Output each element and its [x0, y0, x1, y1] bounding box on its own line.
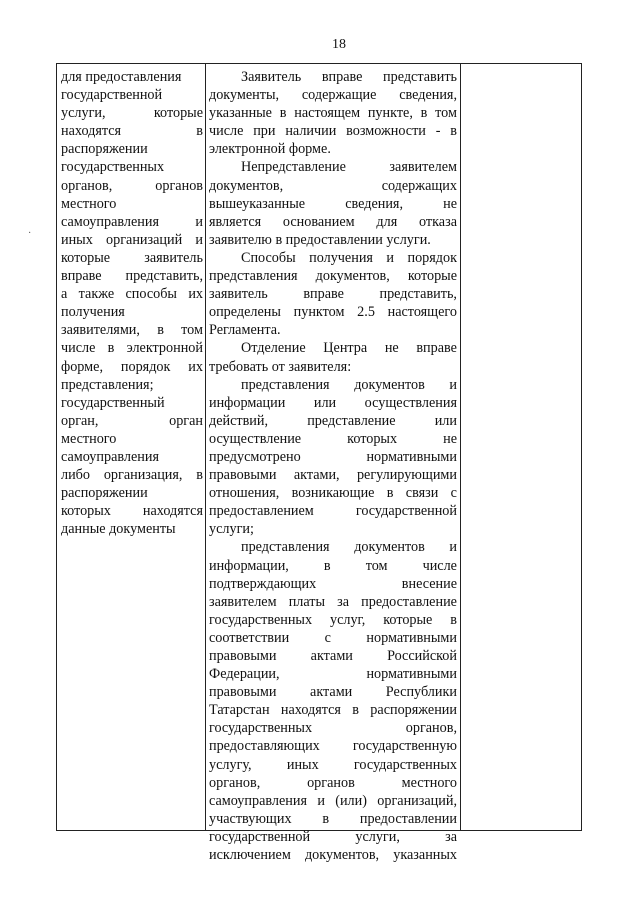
word: исключением — [209, 847, 291, 864]
word: Непредставление — [241, 159, 346, 176]
word: основанием — [282, 213, 355, 230]
word: услуги, — [355, 828, 400, 845]
word: - — [435, 123, 441, 140]
word: или — [313, 394, 337, 411]
word: документов, — [304, 847, 380, 864]
word: указанные — [209, 105, 272, 122]
word: возникающие — [291, 485, 375, 502]
word: и — [317, 792, 325, 809]
word: а — [61, 286, 68, 303]
text-line — [209, 792, 457, 810]
word: том — [435, 105, 457, 122]
word: актами — [310, 648, 353, 664]
text-line — [209, 557, 457, 575]
text-line — [209, 86, 457, 104]
word: актами, — [293, 467, 340, 484]
text-line — [61, 104, 203, 122]
word: орган, — [61, 412, 99, 429]
word: также — [78, 286, 115, 303]
word: числе — [422, 557, 457, 574]
word: распоряжении — [370, 702, 457, 719]
word: услуг, — [329, 611, 366, 628]
word: в — [450, 611, 457, 628]
text-line — [209, 683, 457, 701]
word: том — [181, 322, 203, 339]
column-divider-left — [205, 64, 206, 830]
word: для — [376, 213, 398, 230]
word: предоставлением — [209, 503, 314, 520]
text-line — [209, 665, 457, 683]
word: предоставлении — [359, 810, 457, 827]
text-line — [209, 629, 457, 647]
text-line: услуги; — [209, 521, 254, 538]
word: с — [324, 629, 331, 646]
word: организация, — [103, 467, 183, 484]
word: документы, — [209, 87, 280, 104]
text-line — [209, 575, 457, 593]
word: актами — [310, 684, 353, 701]
word: вправе — [321, 69, 363, 85]
word: и — [386, 249, 395, 266]
word: представление — [307, 412, 396, 429]
word: в — [279, 105, 287, 122]
word: государственных — [353, 756, 457, 773]
text-line: государственный — [61, 394, 165, 411]
word: предусмотрено — [209, 448, 301, 465]
word: в — [352, 702, 359, 719]
text-line — [209, 810, 457, 828]
word: при — [253, 123, 276, 140]
text-line — [209, 122, 457, 140]
word: либо — [61, 467, 90, 484]
word: в — [107, 340, 115, 357]
word: числе — [61, 340, 96, 357]
text-line — [209, 249, 457, 267]
word: нормативными — [366, 448, 457, 465]
text-line — [209, 701, 457, 719]
word: за — [445, 828, 457, 845]
word: 2.5 — [357, 304, 375, 321]
word: нормативными — [366, 629, 457, 646]
word: является — [209, 213, 262, 230]
text-line — [61, 231, 203, 249]
word: наличии — [285, 123, 337, 140]
text-line — [61, 177, 203, 195]
word: и — [195, 231, 203, 248]
word: иных — [61, 231, 93, 248]
word: за — [337, 593, 350, 610]
word: числе — [209, 123, 244, 140]
text-line — [209, 611, 457, 629]
word: документов, — [315, 268, 390, 285]
word: предоставляющих — [209, 738, 320, 755]
word: не — [443, 195, 457, 212]
word: правовыми — [209, 684, 277, 701]
text-line — [209, 339, 457, 357]
word: в — [420, 105, 428, 122]
text-line — [209, 719, 457, 737]
word: правовыми — [209, 648, 277, 664]
text-line — [61, 339, 203, 357]
word: представления — [209, 268, 298, 285]
text-line — [209, 412, 457, 430]
word: заявитель — [144, 249, 203, 266]
text-line — [209, 104, 457, 122]
text-line — [209, 647, 457, 665]
word: которые — [61, 249, 111, 266]
word: осуществления — [364, 394, 457, 411]
word: соответствии — [209, 629, 290, 646]
word: которые — [383, 611, 433, 628]
word: и — [449, 376, 457, 393]
word: Способы — [241, 249, 296, 266]
word: которые — [407, 268, 457, 285]
text-line: распоряжении — [61, 141, 148, 158]
word: представления — [241, 376, 330, 393]
word: сведения, — [345, 195, 403, 212]
word: заявителями, — [61, 322, 140, 339]
scan-speck: · — [28, 228, 32, 239]
word: которых — [61, 503, 111, 520]
word: платы — [288, 593, 326, 610]
text-line: государственной — [61, 87, 163, 104]
word: Российской — [387, 648, 457, 664]
word: их — [188, 358, 203, 375]
word: органов, — [209, 774, 261, 791]
word: находятся — [61, 123, 122, 140]
text-line: Регламента. — [209, 322, 281, 339]
text-line — [61, 122, 203, 140]
text-line — [61, 249, 203, 267]
word: самоуправления — [209, 792, 307, 809]
word: в — [386, 485, 394, 502]
text-line — [61, 213, 203, 231]
word: государственных — [209, 611, 313, 628]
text-line — [209, 430, 457, 448]
word: правовыми — [209, 467, 277, 484]
word: самоуправления — [61, 213, 159, 230]
word: не — [384, 340, 399, 357]
word: электронной — [126, 340, 203, 357]
word: пунктом — [293, 304, 345, 321]
word: отношения, — [209, 485, 280, 502]
text-line — [209, 538, 457, 556]
word: Заявитель — [241, 69, 302, 85]
text-line: требовать от заявителя: — [209, 358, 352, 375]
text-line — [209, 756, 457, 774]
word: органов, — [61, 177, 113, 194]
word: или — [434, 412, 457, 429]
word: связи — [405, 485, 439, 502]
table-cell-middle — [209, 68, 457, 864]
text-line — [209, 448, 457, 466]
text-line — [209, 195, 457, 213]
word: органов, — [405, 720, 457, 737]
text-line — [209, 285, 457, 303]
word: вышеуказанные — [209, 195, 306, 212]
word: и — [195, 213, 203, 230]
word: настоящем — [294, 105, 361, 122]
word: порядок — [407, 249, 457, 266]
text-line — [209, 158, 457, 176]
word: с — [450, 485, 457, 502]
word: порядок — [120, 358, 171, 375]
word: информации — [209, 394, 286, 411]
word: Республики — [385, 684, 457, 701]
word: том — [365, 557, 388, 574]
word: форме, — [61, 358, 103, 375]
word: организаций — [106, 231, 183, 248]
word: осуществление — [209, 430, 302, 447]
word: которых — [347, 430, 398, 447]
word: возможности — [346, 123, 426, 140]
table-cell-left — [61, 68, 203, 538]
word: способы — [125, 286, 177, 303]
text-line — [61, 321, 203, 339]
text-line — [209, 737, 457, 755]
word: местного — [401, 774, 457, 791]
word: государственную — [352, 738, 457, 755]
text-line — [209, 267, 457, 285]
word: документов — [354, 539, 425, 556]
text-line — [209, 303, 457, 321]
text-line: данные документы — [61, 521, 176, 538]
word: представления — [241, 539, 330, 556]
page-number: 18 — [332, 37, 346, 52]
word: в — [157, 322, 164, 339]
word: представить — [383, 69, 457, 85]
text-line — [209, 213, 457, 231]
word: вправе — [416, 340, 457, 357]
word: документов — [354, 376, 425, 393]
text-line — [61, 267, 203, 285]
text-line — [209, 68, 457, 86]
word: в — [450, 123, 457, 140]
word: нормативными — [366, 666, 457, 683]
word: пункте, — [367, 105, 413, 122]
word: настоящего — [387, 304, 457, 321]
word: услугу, — [209, 756, 252, 773]
word: указанных — [393, 847, 457, 864]
word: иных — [286, 756, 319, 773]
word: определены — [209, 304, 281, 321]
text-line — [209, 177, 457, 195]
word: документов, — [209, 177, 284, 194]
text-line: для предоставления — [61, 69, 182, 85]
document-table — [56, 63, 582, 864]
word: получения — [309, 249, 373, 266]
word: действий, — [209, 412, 269, 429]
text-line — [209, 466, 457, 484]
word: находятся — [280, 702, 341, 719]
text-line: представления; — [61, 376, 154, 393]
word: заявителем — [389, 159, 457, 176]
word: которые — [153, 105, 203, 122]
text-line: получения — [61, 304, 125, 321]
word: их — [188, 286, 203, 303]
word: сведения, — [399, 87, 457, 104]
word: участвующих — [209, 810, 292, 827]
word: Татарстан — [209, 702, 270, 719]
word: (или) — [335, 792, 367, 809]
word: в — [323, 557, 331, 574]
word: орган — [169, 412, 203, 429]
word: отказа — [419, 213, 457, 230]
text-line — [209, 846, 457, 864]
text-line: государственных — [61, 159, 165, 176]
word: содержащих — [381, 177, 457, 194]
word: заявителем — [209, 593, 277, 610]
text-line — [209, 502, 457, 520]
text-line: местного — [61, 195, 117, 212]
word: в — [196, 123, 203, 140]
text-line — [209, 394, 457, 412]
text-line — [209, 828, 457, 846]
word: подтверждающих — [209, 575, 317, 592]
word: государственных — [209, 720, 313, 737]
text-line: самоуправления — [61, 448, 159, 465]
word: заявитель — [209, 286, 268, 303]
word: представить, — [125, 268, 203, 285]
word: содержащие — [301, 87, 377, 104]
text-line — [209, 774, 457, 792]
text-line — [209, 376, 457, 394]
text-line — [209, 593, 457, 611]
text-line — [61, 466, 203, 484]
word: государственной — [355, 503, 457, 520]
word: услуги, — [61, 105, 106, 122]
text-line: электронной форме. — [209, 141, 331, 158]
word: в — [322, 810, 330, 827]
word: в — [196, 467, 203, 484]
word: предоставление — [361, 593, 457, 610]
word: внесение — [401, 575, 457, 592]
column-divider-right — [460, 64, 461, 830]
word: органов — [155, 177, 203, 194]
word: представить, — [379, 286, 457, 303]
word: Центра — [323, 340, 368, 357]
text-line — [61, 502, 203, 520]
word: не — [443, 430, 457, 447]
word: информации, — [209, 557, 289, 574]
word: органов — [307, 774, 355, 791]
word: вправе — [303, 286, 344, 303]
word: государственной — [209, 828, 311, 845]
text-line: распоряжении — [61, 485, 148, 502]
word: и — [449, 539, 457, 556]
text-line: заявителю в предоставлении услуги. — [209, 231, 431, 248]
text-line: местного — [61, 430, 117, 447]
word: вправе — [61, 268, 102, 285]
text-line — [61, 285, 203, 303]
word: Отделение — [241, 340, 306, 357]
word: регулирующими — [356, 467, 457, 484]
text-line — [61, 412, 203, 430]
text-line — [209, 484, 457, 502]
word: находятся — [142, 503, 203, 520]
word: Федерации, — [209, 666, 280, 683]
word: организаций, — [377, 792, 457, 809]
text-line — [61, 358, 203, 376]
